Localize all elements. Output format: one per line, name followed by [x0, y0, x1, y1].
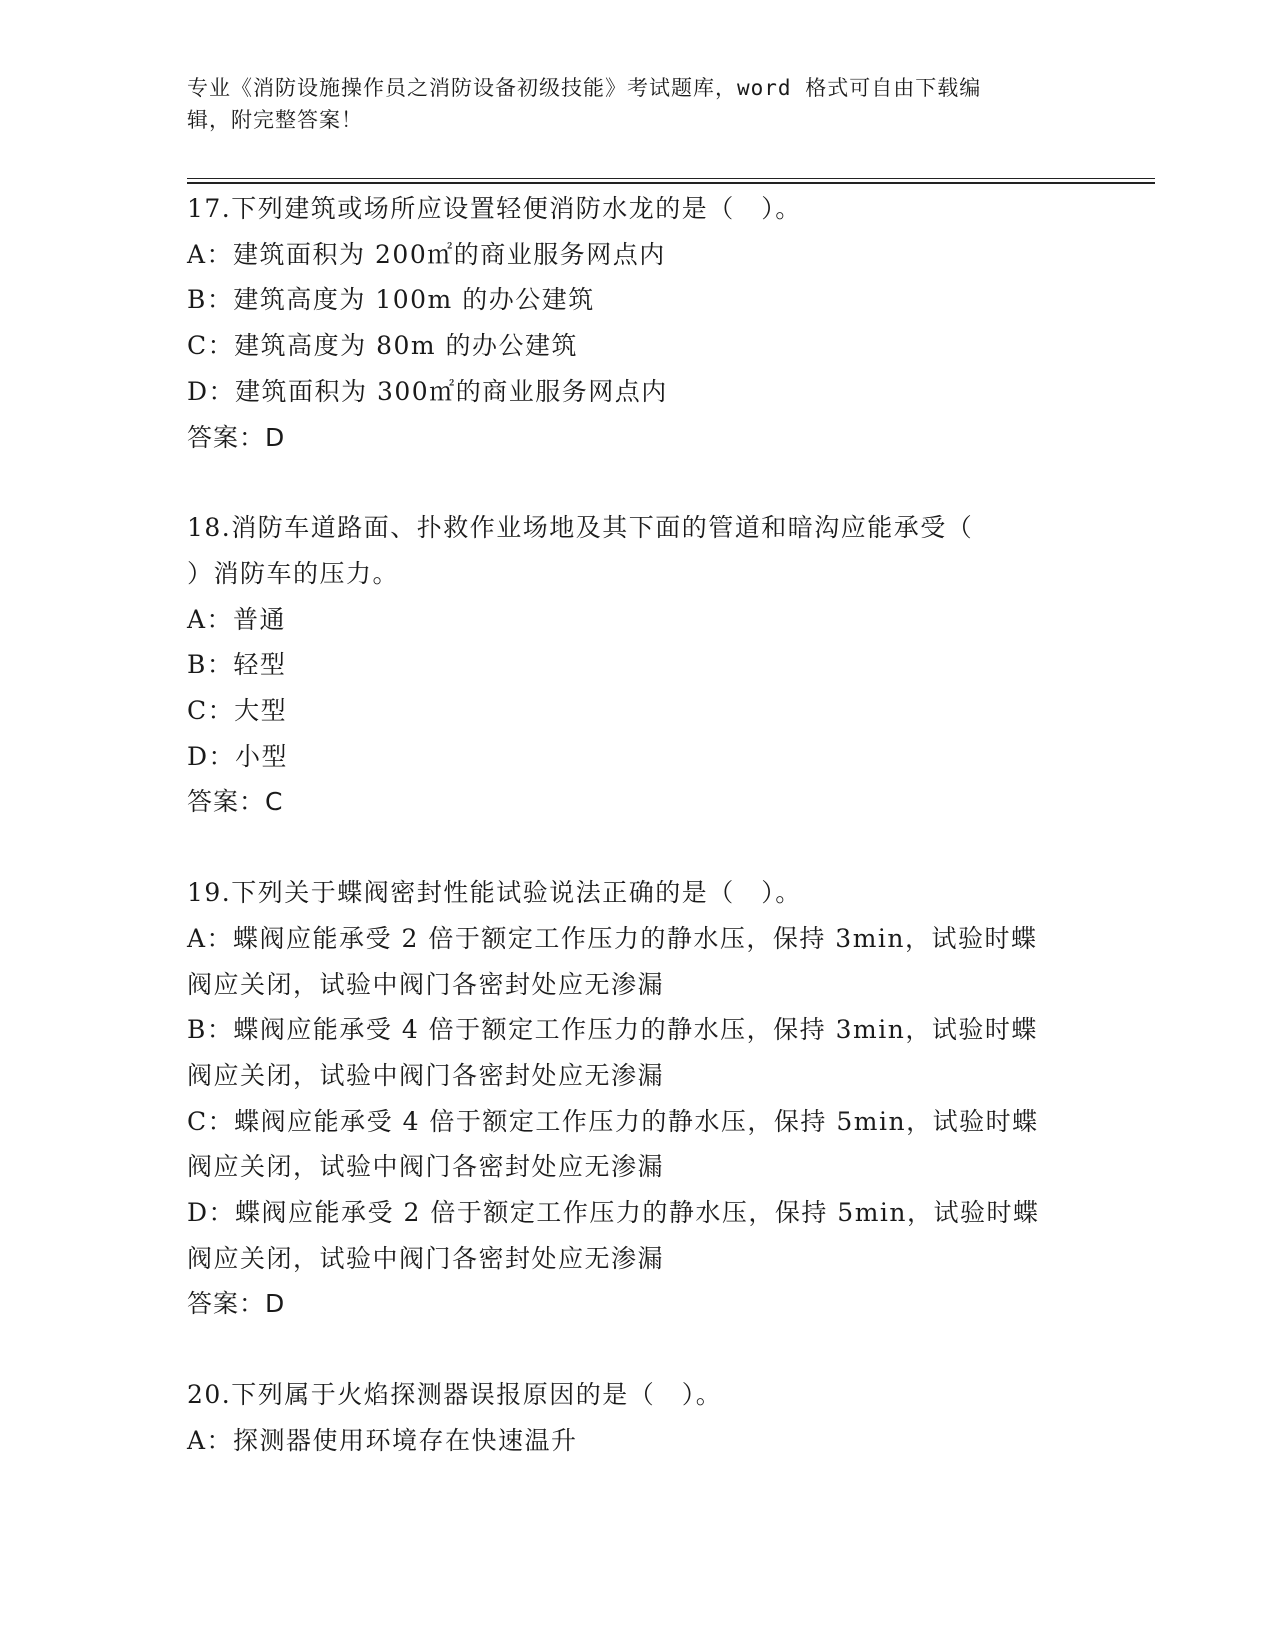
header-line-2: 辑，附完整答案！: [187, 108, 363, 132]
answer-option: D：蝶阀应能承受 2 倍于额定工作压力的静水压，保持 5min，试验时蝶: [187, 1198, 1040, 1228]
question-block: [187, 870, 1107, 1327]
answer-option: 阀应关闭，试验中阀门各密封处应无渗漏: [187, 969, 665, 999]
answer-option: B：蝶阀应能承受 4 倍于额定工作压力的静水压，保持 3min，试验时蝶: [187, 1015, 1038, 1045]
answer-option: 阀应关闭，试验中阀门各密封处应无渗漏: [187, 1060, 665, 1090]
question-stem: 19.下列关于蝶阀密封性能试验说法正确的是（ ）。: [187, 878, 802, 908]
question-stem: ）消防车的压力。: [187, 558, 400, 588]
question-block: [187, 505, 1107, 825]
answer-key: 答案：D: [187, 422, 286, 452]
header-line-1: 专业《消防设施操作员之消防设备初级技能》考试题库，word 格式可自由下载编: [187, 76, 982, 100]
answer-option: 阀应关闭，试验中阀门各密封处应无渗漏: [187, 1152, 665, 1182]
answer-option: D：小型: [187, 741, 289, 771]
answer-option: D：建筑面积为 300㎡的商业服务网点内: [187, 376, 668, 406]
answer-option: C：大型: [187, 696, 288, 726]
answer-option: C：蝶阀应能承受 4 倍于额定工作压力的静水压，保持 5min，试验时蝶: [187, 1106, 1039, 1136]
header-divider-thin: [187, 178, 1155, 179]
question-stem: 20.下列属于火焰探测器误报原因的是（ ）。: [187, 1380, 723, 1410]
answer-option: B：轻型: [187, 650, 287, 680]
question-block: [187, 186, 1107, 460]
question-stem: 18.消防车道路面、扑救作业场地及其下面的管道和暗沟应能承受（: [187, 513, 974, 543]
answer-key: 答案：D: [187, 1289, 286, 1319]
question-list: [187, 186, 1107, 1509]
answer-option: B：建筑高度为 100m 的办公建筑: [187, 285, 595, 315]
answer-key: 答案：C: [187, 787, 284, 817]
answer-option: C：建筑高度为 80m 的办公建筑: [187, 331, 579, 361]
answer-option: A：建筑面积为 200㎡的商业服务网点内: [187, 239, 666, 269]
answer-option: A：蝶阀应能承受 2 倍于额定工作压力的静水压，保持 3min，试验时蝶: [187, 923, 1038, 953]
document-header: [187, 72, 1087, 136]
question-block: [187, 1372, 1107, 1463]
question-stem: 17.下列建筑或场所应设置轻便消防水龙的是（ ）。: [187, 194, 802, 223]
answer-option: 阀应关闭，试验中阀门各密封处应无渗漏: [187, 1243, 665, 1273]
header-divider-thick: [187, 182, 1155, 184]
answer-option: A：普通: [187, 604, 287, 634]
answer-option: A：探测器使用环境存在快速温升: [187, 1425, 578, 1455]
